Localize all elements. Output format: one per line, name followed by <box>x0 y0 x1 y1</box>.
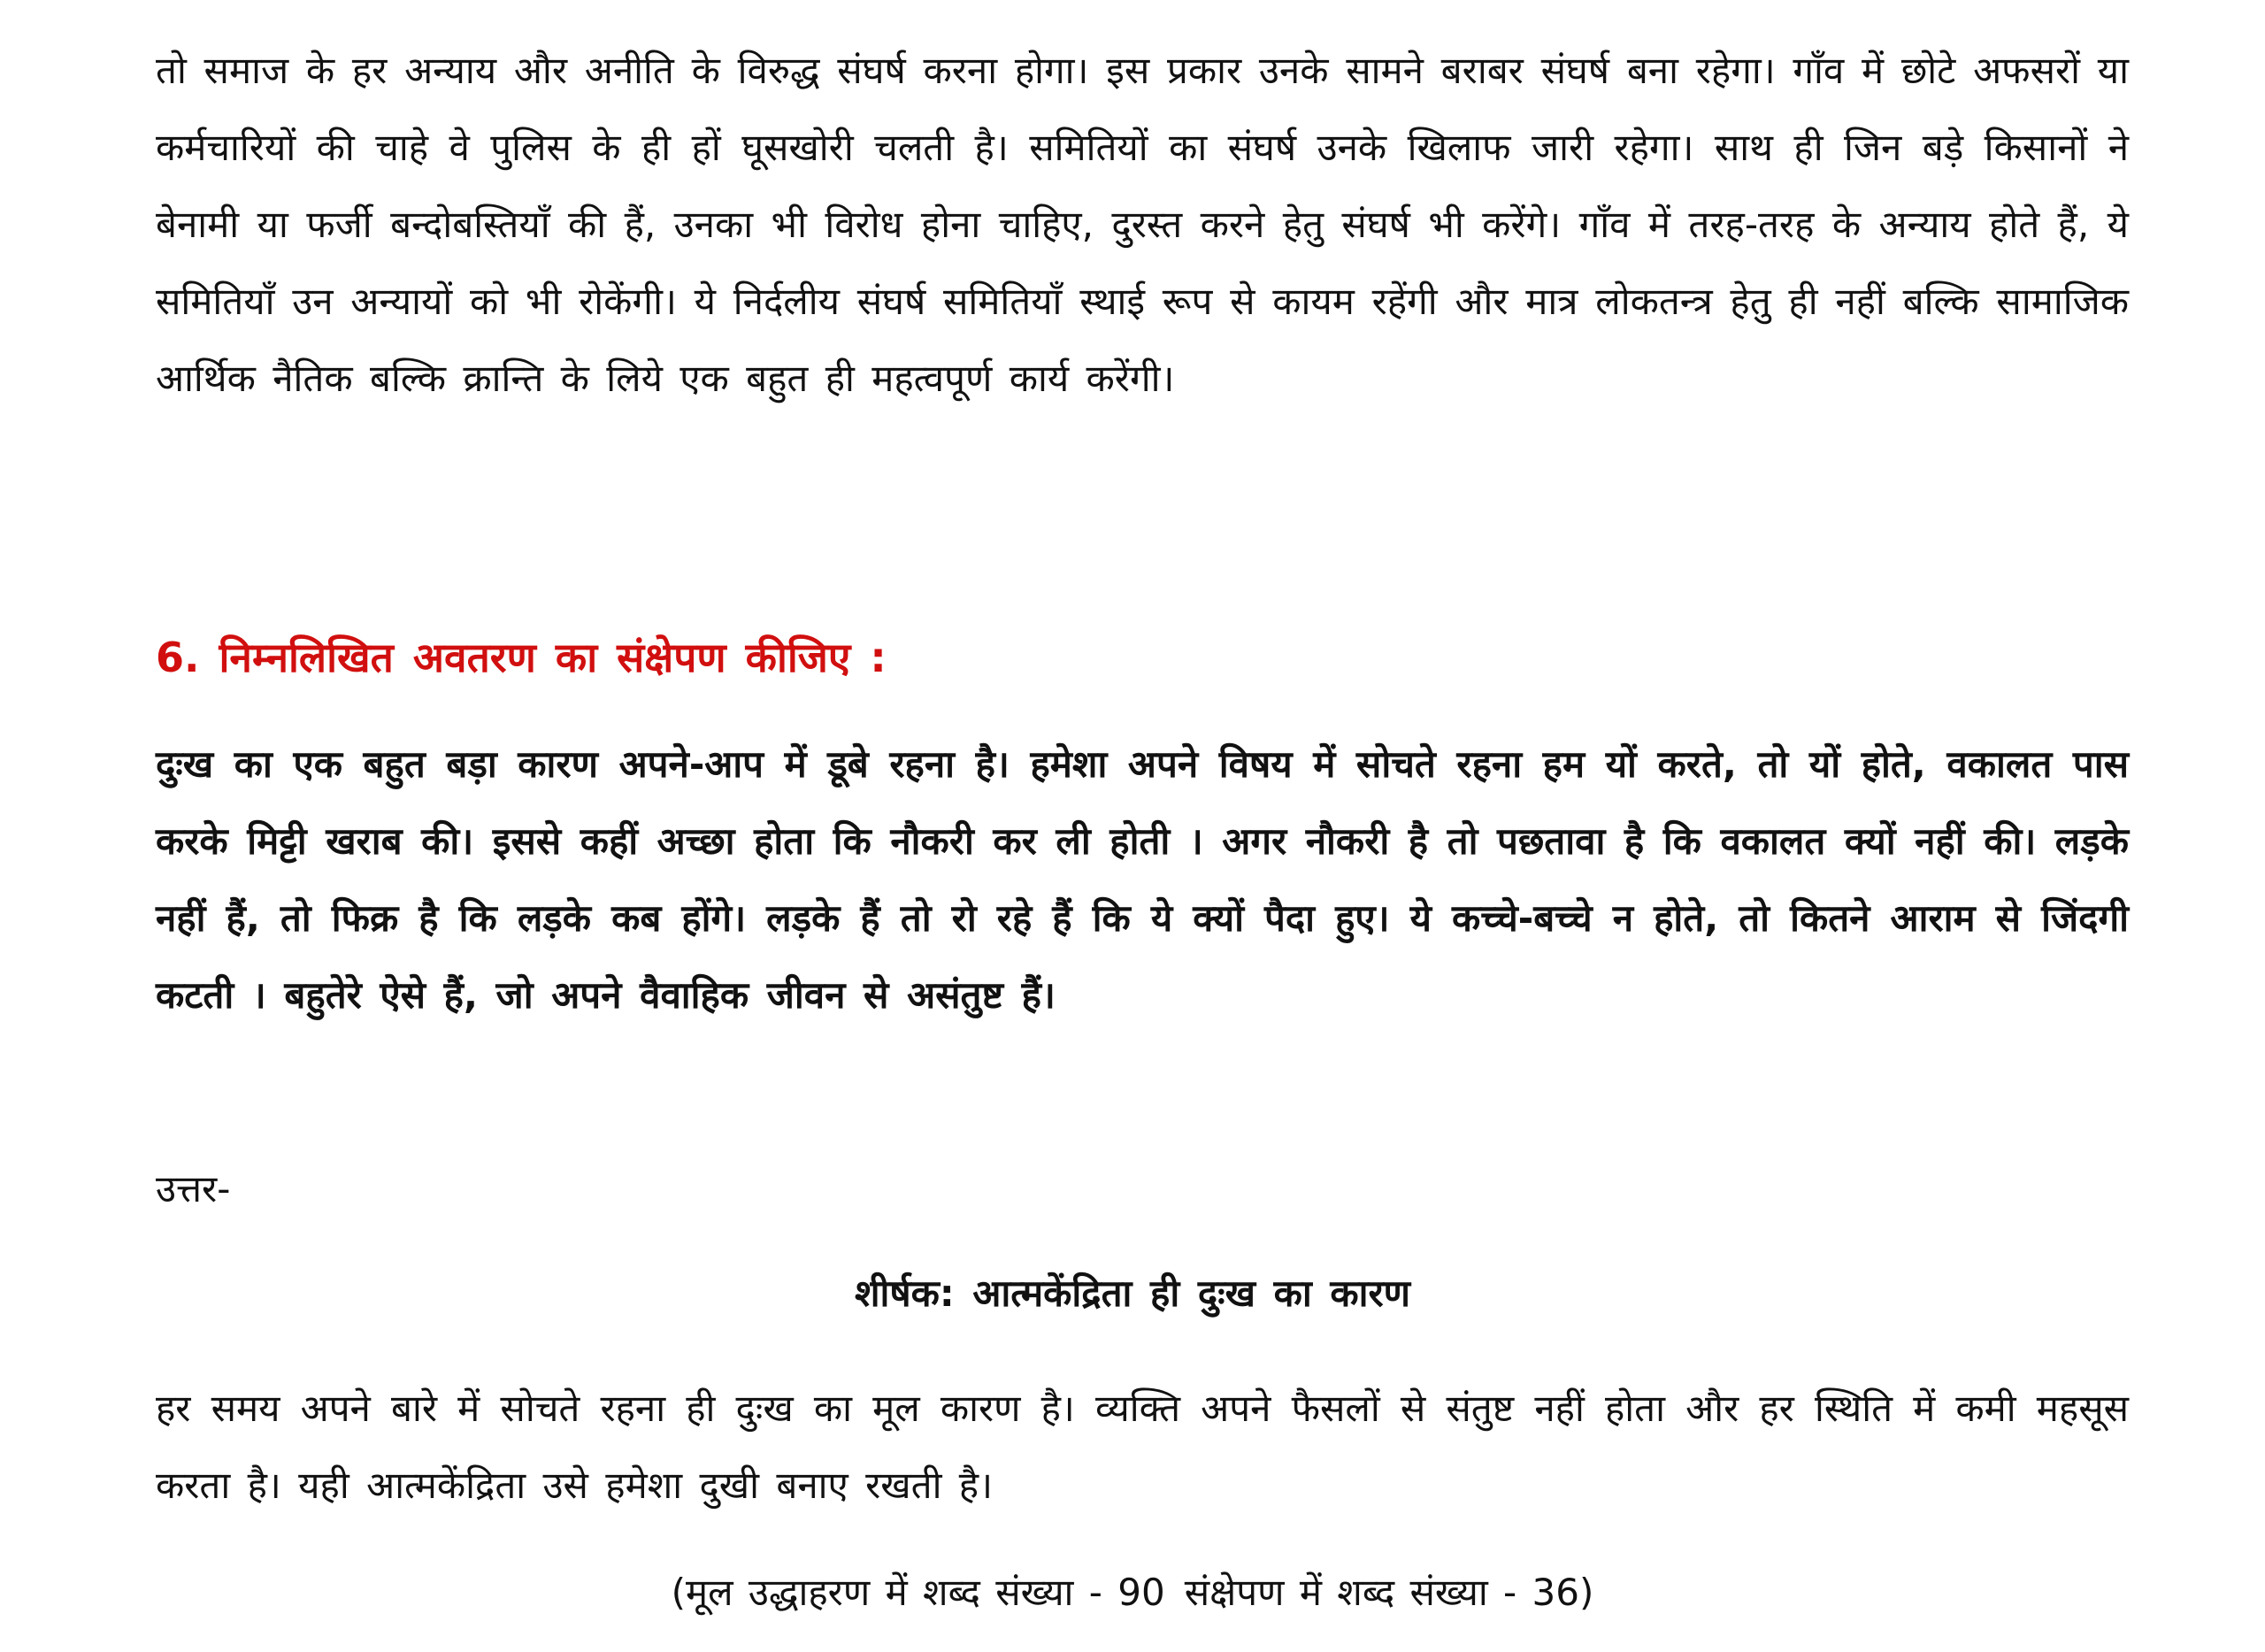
summary-text: हर समय अपने बारे में सोचते रहना ही दुःख का मूल कारण है। व्यक्ति अपने फैसलों से संतुष्ट नहीं होता और हर स्थिति में कमी महसूस करता है। यही आत्मकेंद्रिता उसे हमेशा दुखी बनाए रखती है। <box>156 1387 2129 1507</box>
question-heading: 6. निम्नलिखित अवतरण का संक्षेपण कीजिए : <box>156 634 887 681</box>
word-count-original: (मूल उद्धाहरण में शब्द संख्या - 90 <box>671 1571 1165 1614</box>
question-passage: दुःख का एक बहुत बड़ा कारण अपने-आप में डूबे रहना है। हमेशा अपने विषय में सोचते रहना हम यों करते, तो यों होते, वकालत पास करके मिट्टी खराब की। इससे कहीं अच्छा होता कि नौकरी कर ली होती । अगर नौकरी है तो पछतावा है कि वकालत क्यों नहीं की। लड़के नहीं हैं, तो फिक्र है कि लड़के कब होंगे। लड़के हैं तो रो रहे हैं कि ये क्यों पैदा हुए। ये कच्चे-बच्चे न होते, तो कितने आराम से जिंदगी कटती । बहुतेरे ऐसे हैं, जो अपने वैवाहिक जीवन से असंतुष्ट हैं। <box>156 742 2129 1017</box>
passage-continuation: तो समाज के हर अन्याय और अनीति के विरुद्ध संघर्ष करना होगा। इस प्रकार उनके सामने बराबर संघर्ष बना रहेगा। गाँव में छोटे अफसरों या कर्मचारियों की चाहे वे पुलिस के ही हों घूसखोरी चलती है। समितियों का संघर्ष उनके खिलाफ जारी रहेगा। साथ ही जिन बड़े किसानों ने बेनामी या फर्जी बन्दोबस्तियाँ की हैं, उनका भी विरोध होना चाहिए, दुरस्त करने हेतु संघर्ष भी करेंगे। गाँव में तरह-तरह के अन्याय होते हैं, ये समितियाँ उन अन्यायों को भी रोकेंगी। ये निर्दलीय संघर्ष समितियाँ स्थाई रूप से कायम रहेंगी और मात्र लोकतन्त्र हेतु ही नहीं बल्कि सामाजिक आर्थिक नैतिक बल्कि क्रान्ति के लिये एक बहुत ही महत्वपूर्ण कार्य करेंगी। <box>156 49 2129 400</box>
word-count-note <box>0 1554 2265 1631</box>
summary-title: शीर्षक: आत्मकेंद्रिता ही दुःख का कारण <box>854 1272 1411 1315</box>
answer-label: उत्तर- <box>156 1167 231 1210</box>
word-count-summary: संक्षेपण में शब्द संख्या - 36) <box>1184 1571 1594 1614</box>
